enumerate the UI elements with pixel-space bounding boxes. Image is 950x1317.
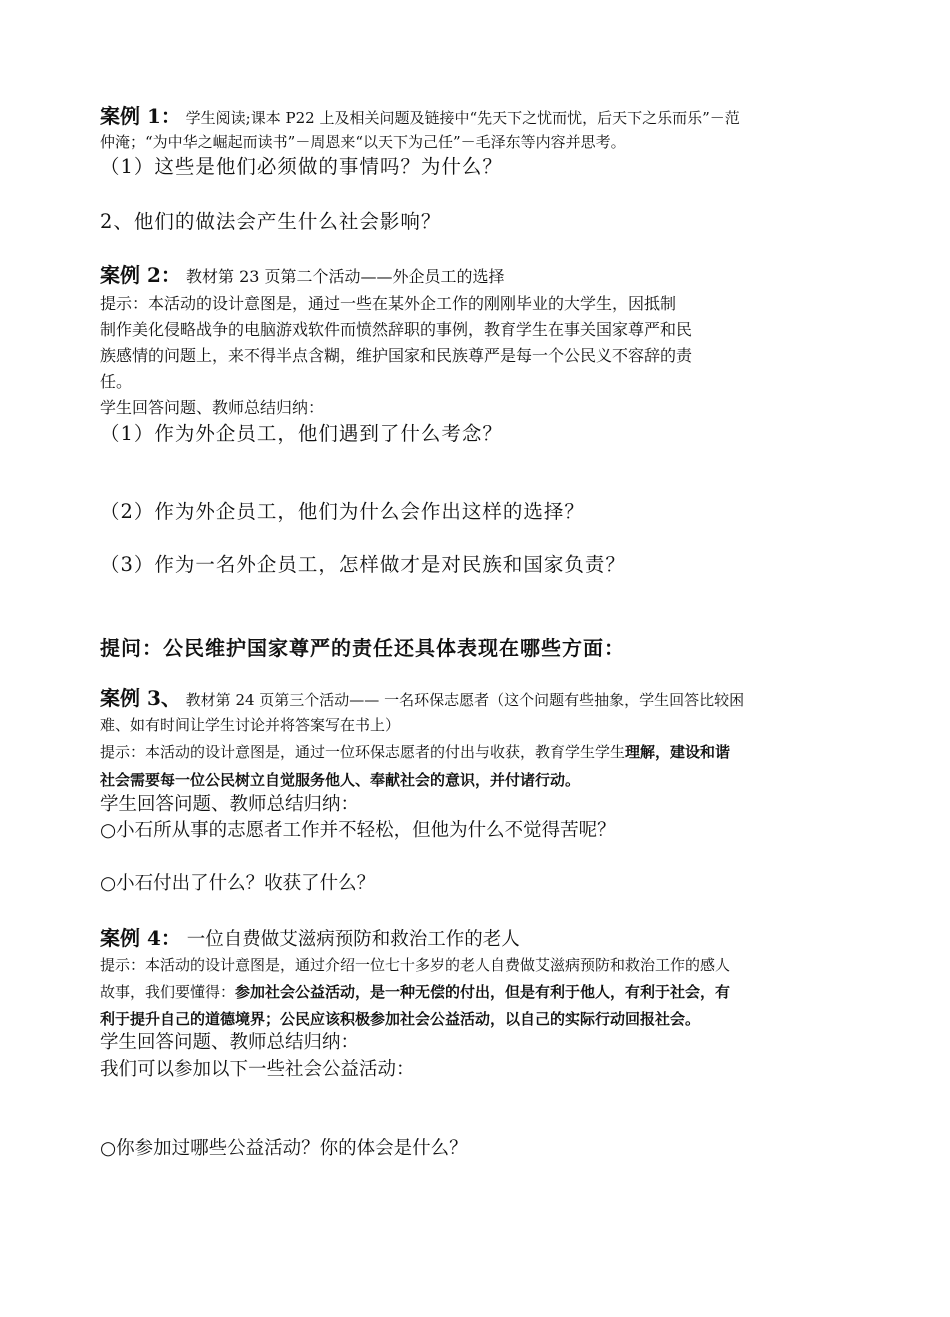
case3-question-1: ○小石所从事的志愿者工作并不轻松，但他为什么不觉得苦呢？ <box>100 820 616 841</box>
case2-question-2: （2）作为外企员工，他们为什么会作出这样的选择？ <box>100 500 585 523</box>
case3-hint-bold-a: 理解，建设和谐 <box>625 743 731 761</box>
case3-sep: 、 <box>160 686 181 710</box>
case1-text-a: 学生阅读;课本 P22 上及相关问题及链接中“先天下之忧而忧，后天下之乐而乐”－范 <box>185 109 740 127</box>
case3-label: 案例 3 <box>100 686 161 710</box>
case3-text-2: 难、如有时间让学生讨论并将答案写在书上） <box>100 716 401 734</box>
case1-colon: ： <box>160 104 181 128</box>
case1-text-b: 仲淹；“为中华之崛起而读书”－周恩来“以天下为己任”－毛泽东等内容并思考。 <box>100 133 626 151</box>
case1-label: 案例 1 <box>100 104 161 128</box>
case4-activities: 我们可以参加以下一些社会公益活动： <box>100 1059 415 1080</box>
case4-hint-2b: 参加社会公益活动，是一种无偿的付出，但是有利于他人，有利于社会，有 <box>235 983 731 1001</box>
case3-hint-bold-b: 社会需要每一位公民树立自觉服务他人、奉献社会的意识，并付诸行动。 <box>100 771 581 789</box>
case4-hint-line2 <box>100 980 860 1004</box>
case2-title: 教材第 23 页第二个活动——外企员工的选择 <box>185 267 505 286</box>
case2-hint-4: 任。 <box>100 372 133 391</box>
case2-question-1: （1）作为外企员工，他们遇到了什么考念？ <box>100 422 503 445</box>
case3-question-2: ○小石付出了什么？收获了什么？ <box>100 873 376 894</box>
question-heading: 提问：公民维护国家尊严的责任还具体表现在哪些方面： <box>100 636 625 660</box>
case4-colon: ： <box>160 926 181 950</box>
case2-question-3: （3）作为一名外企员工，怎样做才是对民族和国家负责？ <box>100 553 626 576</box>
case2-summary: 学生回答问题、教师总结归纳： <box>100 398 325 417</box>
case4-hint-1: 提示：本活动的设计意图是，通过介绍一位七十多岁的老人自费做艾滋病预防和救治工作的感人 <box>100 956 731 974</box>
case2-label: 案例 2 <box>100 263 161 287</box>
case1-line1 <box>100 104 860 130</box>
case3-hint-a: 提示：本活动的设计意图是，通过一位环保志愿者的付出与收获，教育学生学生 <box>100 743 626 761</box>
case4-title: 一位自费做艾滋病预防和救治工作的老人 <box>186 929 520 950</box>
case1-question-1: （1）这些是他们必须做的事情吗？为什么？ <box>100 155 503 178</box>
case4-hint-2a: 故事，我们要懂得： <box>100 983 236 1001</box>
case4-label: 案例 4 <box>100 926 161 950</box>
case4-hint-3: 利于提升自己的道德境界；公民应该积极参加社会公益活动，以自己的实际行动回报社会。 <box>100 1010 701 1028</box>
case2-colon: ： <box>160 263 181 287</box>
case3-line1 <box>100 686 860 712</box>
case2-hint-3: 族感情的问题上，来不得半点含糊，维护国家和民族尊严是每一个公民义不容辞的责 <box>100 346 693 365</box>
case2-hint-2: 制作美化侵略战争的电脑游戏软件而愤然辞职的事例，教育学生在事关国家尊严和民 <box>100 320 693 339</box>
case3-hint-line1 <box>100 740 860 764</box>
case4-question-1: ○你参加过哪些公益活动？你的体会是什么？ <box>100 1138 468 1159</box>
case4-title-line <box>100 925 860 953</box>
case2-title-line <box>100 263 860 289</box>
case3-summary: 学生回答问题、教师总结归纳： <box>100 794 360 815</box>
case3-text-1: 教材第 24 页第三个活动—— 一名环保志愿者（这个问题有些抽象，学生回答比较困 <box>185 691 745 709</box>
case1-question-2: 2、他们的做法会产生什么社会影响？ <box>100 210 442 233</box>
case2-hint-1: 提示：本活动的设计意图是，通过一些在某外企工作的刚刚毕业的大学生，因抵制 <box>100 294 677 313</box>
case4-summary: 学生回答问题、教师总结归纳： <box>100 1032 360 1053</box>
